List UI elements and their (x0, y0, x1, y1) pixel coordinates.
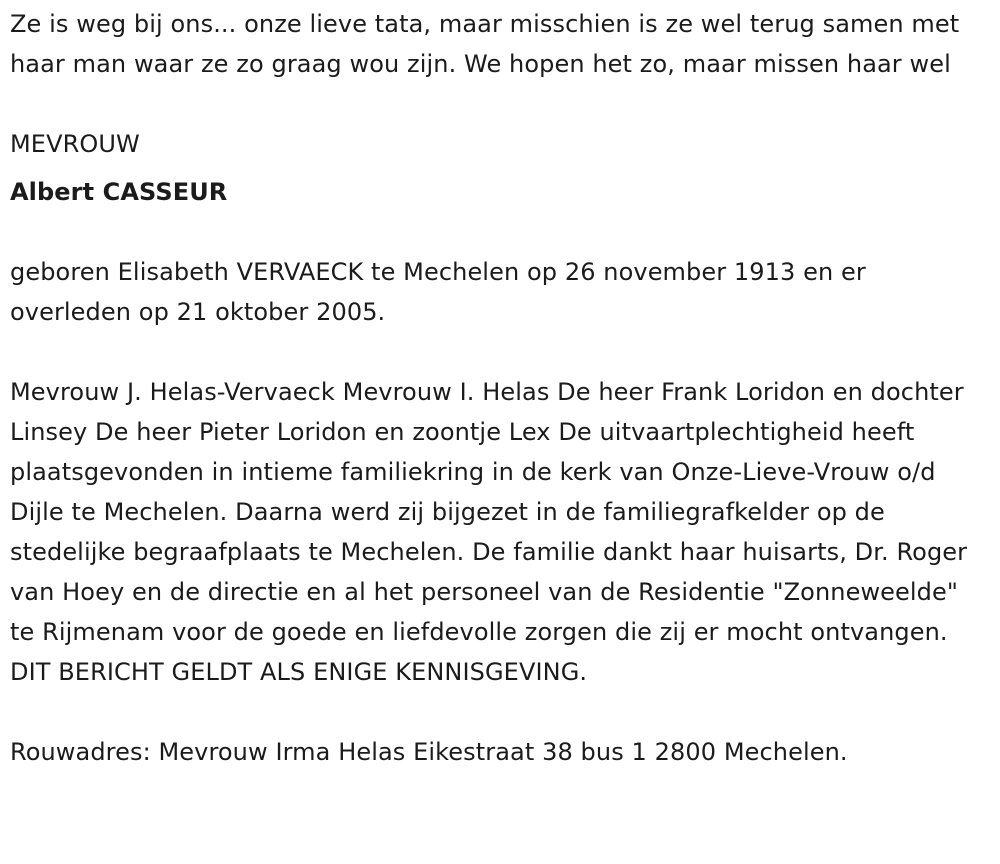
birth-death-text: geboren Elisabeth VERVAECK te Mechelen op 26 november 1913 en er overleden op 21 oktober 2005. (10, 258, 866, 326)
intro-text: Ze is weg bij ons... onze lieve tata, maar misschien is ze wel terug samen met haar man waar ze zo graag wou zijn. We hopen het zo, maar missen haar wel (10, 10, 960, 78)
salutation: MEVROUW (10, 130, 140, 158)
address-text: Rouwadres: Mevrouw Irma Helas Eikestraat 38 bus 1 2800 Mechelen. (10, 738, 848, 766)
family-text: Mevrouw J. Helas-Vervaeck Mevrouw I. Helas De heer Frank Loridon en dochter Linsey De heer Pieter Loridon en zoontje Lex De uitvaartplechtigheid heeft plaatsgevonden in intieme familiekring in de kerk van Onze-Lieve-Vrouw o/d Dijle te Mechelen. Daarna werd zij bijgezet in de familiegrafkelder op de stedelijke begraafplaats te Mechelen. De familie dankt haar huisarts, Dr. Roger van Hoey en de directie en al het personeel van de Residentie "Zonneweelde" te Rijmenam voor de goede en liefdevolle zorgen die zij er mocht ontvangen. DIT BERICHT GELDT ALS ENIGE KENNISGEVING. (10, 378, 968, 686)
deceased-name: Albert CASSEUR (10, 178, 228, 206)
